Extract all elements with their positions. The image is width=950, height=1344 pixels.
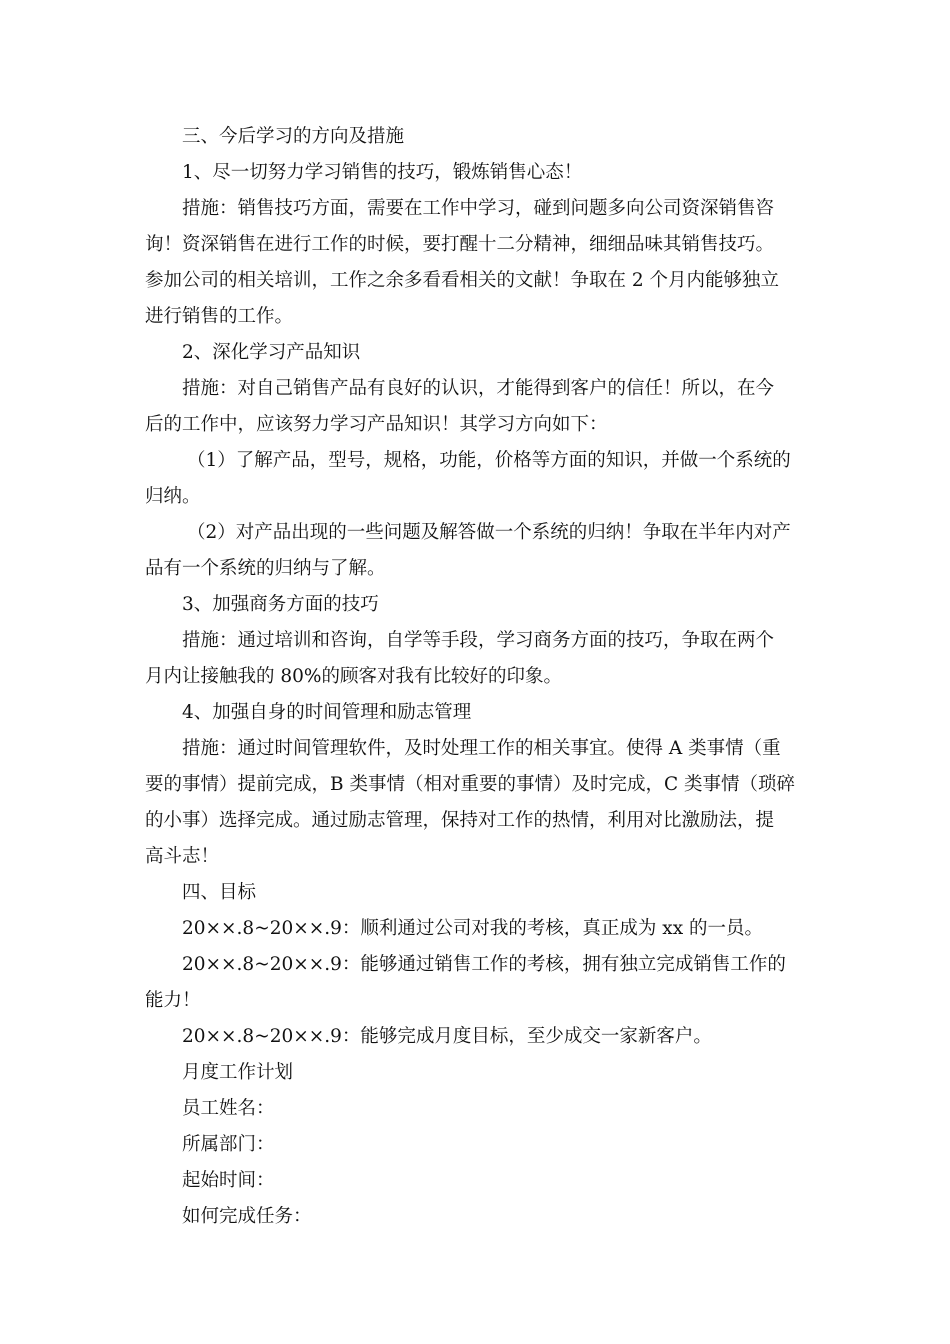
text-line: （2）对产品出现的一些问题及解答做一个系统的归纳！争取在半年内对产 [187,522,791,543]
text-line: 起始时间： [182,1170,275,1191]
text-line: 措施：销售技巧方面，需要在工作中学习，碰到问题多向公司资深销售咨 [182,198,775,219]
text-line: 4、加强自身的时间管理和励志管理 [182,702,472,723]
document-body [145,119,810,1235]
text-line: 3、加强商务方面的技巧 [182,594,379,615]
text-line: 如何完成任务： [182,1206,312,1227]
text-line: 2、深化学习产品知识 [182,342,361,363]
text-line: 20××.8~20××.9：能够通过销售工作的考核，拥有独立完成销售工作的 [182,954,786,975]
text-line: 月度工作计划 [182,1062,294,1083]
text-line: 的小事）选择完成。通过励志管理，保持对工作的热情，利用对比激励法，提 [145,810,775,831]
text-line: 品有一个系统的归纳与了解。 [145,558,386,579]
text-line: 进行销售的工作。 [145,306,294,327]
text-line: 员工姓名： [182,1098,275,1119]
text-line: 询！资深销售在进行工作的时候，要打醒十二分精神，细细品味其销售技巧。 [145,234,775,255]
text-line: 参加公司的相关培训，工作之余多看看相关的文献！争取在 2 个月内能够独立 [145,270,780,291]
text-line: 归纳。 [145,486,201,507]
text-line: 三、今后学习的方向及措施 [182,126,405,147]
text-line: 1、尽一切努力学习销售的技巧，锻炼销售心态！ [182,162,583,183]
text-line: 20××.8~20××.9：能够完成月度目标，至少成交一家新客户。 [182,1026,712,1047]
text-line: 能力！ [145,990,201,1011]
text-line: 后的工作中，应该努力学习产品知识！其学习方向如下： [145,414,608,435]
text-line: 20××.8~20××.9：顺利通过公司对我的考核，真正成为 xx 的一员。 [182,918,764,939]
text-line: 高斗志！ [145,846,220,867]
text-line: 要的事情）提前完成，B 类事情（相对重要的事情）及时完成，C 类事情（琐碎 [145,774,796,795]
text-line: 措施：对自己销售产品有良好的认识，才能得到客户的信任！所以，在今 [182,378,775,399]
text-line: 措施：通过时间管理软件，及时处理工作的相关事宜。使得 A 类事情（重 [182,738,781,759]
text-line: 所属部门： [182,1134,275,1155]
text-line: （1）了解产品，型号，规格，功能，价格等方面的知识，并做一个系统的 [187,450,791,471]
text-line: 措施：通过培训和咨询，自学等手段，学习商务方面的技巧，争取在两个 [182,630,775,651]
text-line: 月内让接触我的 80%的顾客对我有比较好的印象。 [145,666,563,687]
text-line: 四、目标 [182,882,257,903]
